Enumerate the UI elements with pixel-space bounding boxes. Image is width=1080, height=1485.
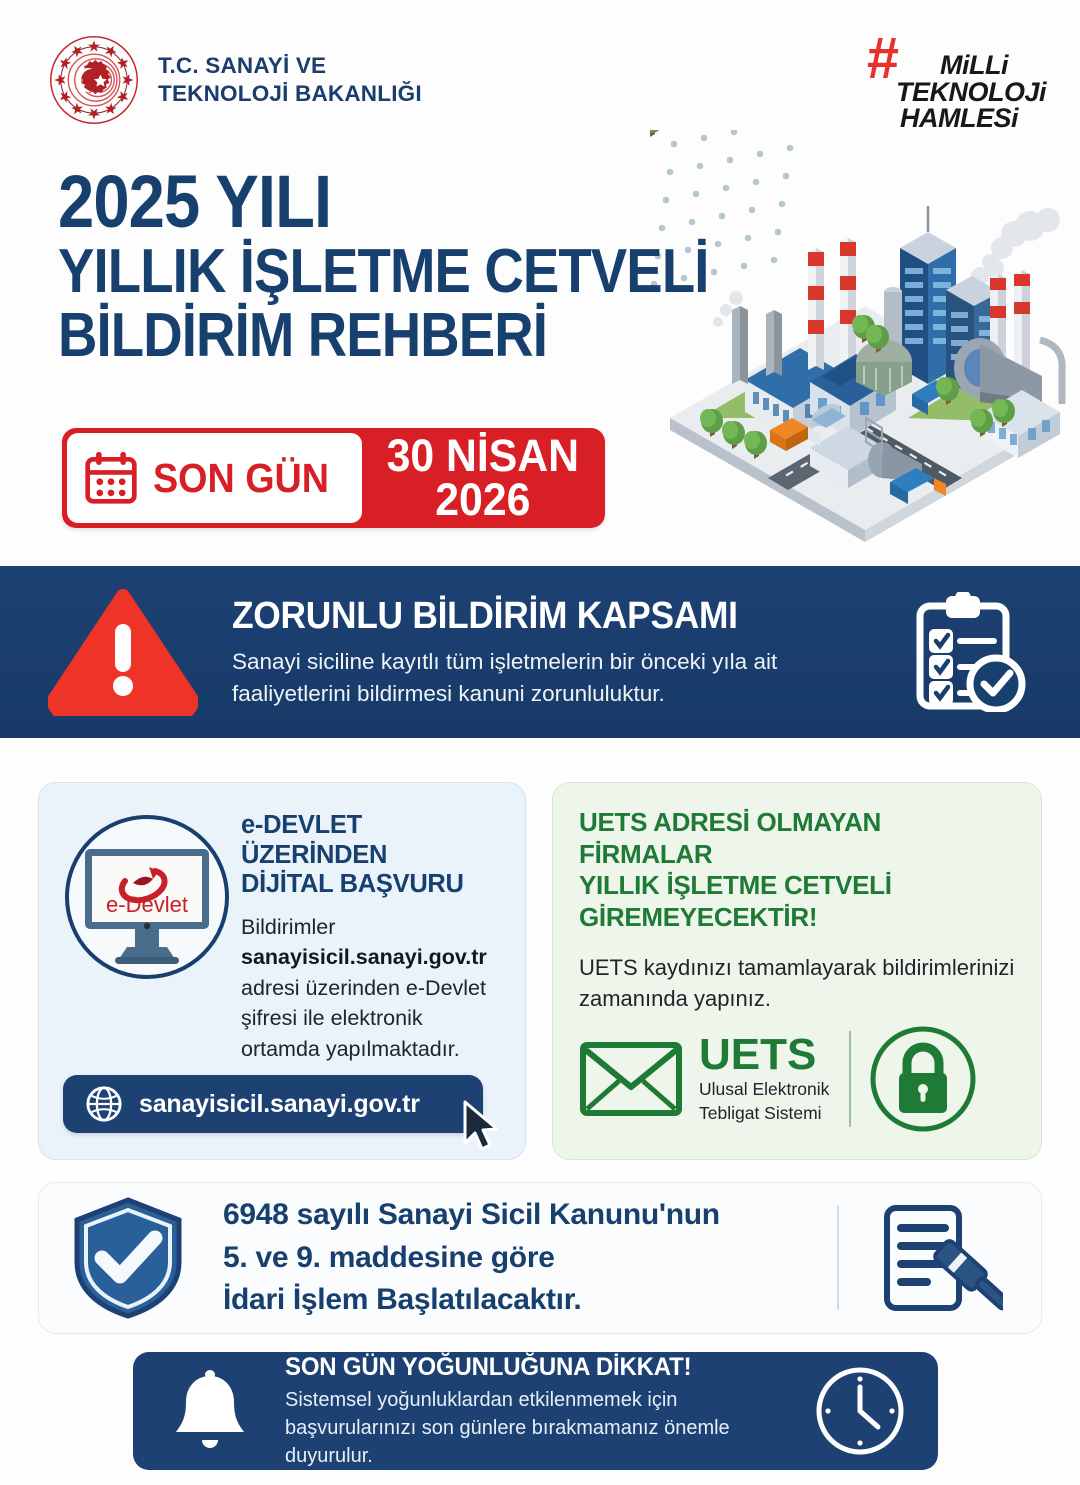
bottom-banner-text	[273, 1353, 792, 1470]
band-title: ZORUNLU BİLDİRİM KAPSAMI	[232, 594, 738, 637]
globe-icon	[85, 1085, 123, 1123]
deadline-badge	[62, 428, 605, 528]
hashtag-icon: #	[866, 26, 896, 91]
campaign-line3: HAMLESi	[900, 103, 1018, 134]
title-line-2: YILLIK İŞLETME CETVELİ	[58, 237, 709, 307]
campaign-line1: MiLLi	[940, 50, 1008, 81]
title-line-3: BİLDİRİM REHBERİ	[58, 300, 548, 370]
legal-notice-card	[38, 1182, 1042, 1334]
warning-triangle-icon	[48, 588, 198, 716]
ministry-name	[158, 52, 422, 109]
uets-brand-name: UETS	[699, 1030, 817, 1080]
title-line-1: 2025 YILI	[58, 160, 332, 243]
cards-row	[38, 782, 1042, 1160]
edevlet-paragraph	[241, 912, 505, 1065]
calendar-icon	[83, 450, 139, 506]
band-text-block	[224, 595, 878, 710]
edevlet-card-top	[59, 805, 505, 1064]
bottom-banner-title: SON GÜN YOĞUNLUĞUNA DİKKAT!	[285, 1352, 692, 1381]
deadline-date-year: 2026	[435, 474, 531, 525]
ministry-name-line1: T.C. SANAYİ VE	[158, 52, 327, 78]
uets-brand-block	[699, 1030, 830, 1123]
edevlet-heading-line2: DİJİTAL BAŞVURU	[241, 870, 464, 899]
svg-text:e-Devlet: e-Devlet	[106, 892, 188, 917]
deadline-date-day-month: 30 NİSAN	[386, 429, 580, 481]
legal-notice-line1: 6948 sayılı Sanayi Sicil Kanunu'nun	[223, 1198, 720, 1232]
deadline-label-box	[67, 433, 362, 523]
deadline-label: SON GÜN	[153, 454, 330, 501]
uets-heading-line3: GİREMEYECEKTİR!	[579, 902, 818, 933]
last-day-warning-banner	[133, 1352, 938, 1470]
uets-brand-sub-line1: Ulusal Elektronik	[699, 1079, 830, 1100]
legal-notice-line3: İdari İşlem Başlatılacaktır.	[223, 1283, 582, 1317]
clock-icon	[814, 1365, 906, 1457]
band-paragraph: Sanayi siciline kayıtlı tüm işletmelerin bir önceki yıla ait faaliyetlerini bildirmesi kanuni zorunluluktur.	[232, 648, 778, 706]
uets-paragraph: UETS kaydınızı tamamlayarak bildirimlerinizi zamanında yapınız.	[579, 954, 1015, 1012]
edevlet-heading-line1: e-DEVLET ÜZERİNDEN	[241, 811, 388, 869]
uets-heading-line2: YILLIK İŞLETME CETVELİ	[579, 870, 892, 901]
ministry-name-line2: TEKNOLOJİ BAKANLIĞI	[158, 81, 422, 106]
lock-icon	[869, 1025, 977, 1133]
milli-teknoloji-hamlesi-logo	[862, 26, 1047, 134]
uets-card	[552, 782, 1042, 1160]
mandatory-scope-band	[0, 566, 1080, 738]
envelope-icon	[579, 1039, 683, 1119]
legal-card-divider	[837, 1206, 839, 1310]
bell-icon	[169, 1368, 251, 1454]
edevlet-text-block	[241, 805, 505, 1064]
gavel-document-icon	[875, 1202, 1003, 1314]
uets-heading-line1: UETS ADRESİ OLMAYAN FİRMALAR	[579, 807, 882, 869]
edevlet-url-text: sanayisicil.sanayi.gov.tr	[139, 1089, 420, 1118]
ministry-branding	[48, 34, 422, 126]
uets-brand-row	[579, 1023, 1017, 1135]
edevlet-paragraph-post: adresi üzerinden e-Devlet şifresi ile elektronik ortamda yapılmaktadır.	[241, 975, 486, 1061]
shield-check-icon	[69, 1196, 187, 1320]
legal-notice-line2: 5. ve 9. maddesine göre	[223, 1240, 555, 1274]
ministry-seal-icon	[48, 34, 140, 126]
monitor-icon	[59, 809, 235, 985]
deadline-date	[367, 429, 605, 525]
campaign-line2: TEKNOLOJi	[896, 76, 1047, 107]
page-title	[58, 160, 797, 370]
edevlet-paragraph-url: sanayisicil.sanayi.gov.tr	[241, 945, 487, 970]
uets-divider	[849, 1031, 851, 1127]
campaign-text	[896, 50, 1047, 134]
edevlet-url-button[interactable]	[63, 1075, 483, 1133]
edevlet-card	[38, 782, 526, 1160]
clipboard-check-icon	[904, 592, 1032, 712]
bottom-banner-paragraph: Sistemsel yoğunluklardan etkilenmemek için başvurularınızı son günlere bırakmamanız önemle duyurulur.	[285, 1388, 730, 1467]
edevlet-paragraph-pre: Bildirimler	[241, 914, 336, 939]
mouse-cursor-icon	[459, 1099, 503, 1155]
legal-notice-text	[197, 1194, 827, 1322]
uets-brand-sub-line2: Tebligat Sistemi	[699, 1102, 822, 1123]
